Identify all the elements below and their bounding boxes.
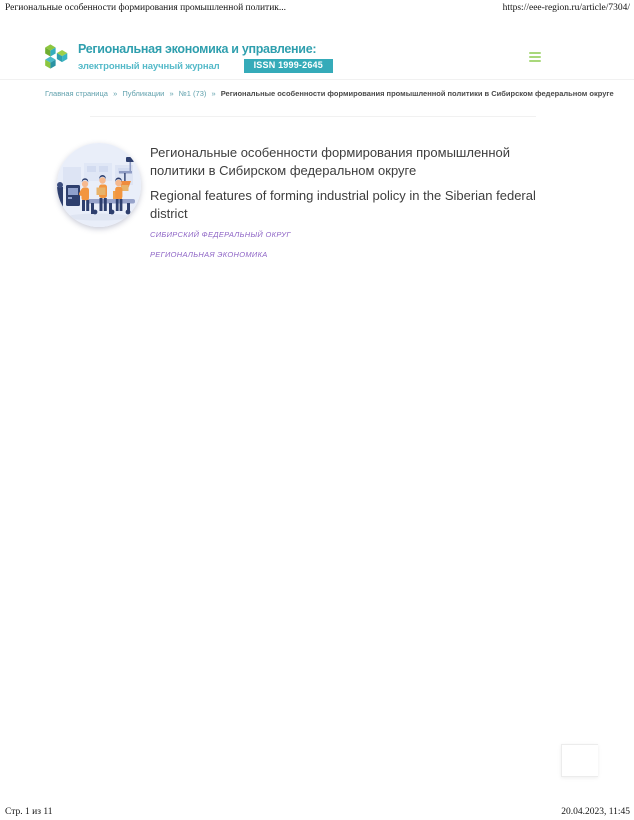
article-title-en: Regional features of forming industrial policy in the Siberian federal district <box>150 188 536 221</box>
article-tags <box>150 231 562 259</box>
content-divider <box>90 116 536 117</box>
breadcrumb-current: Региональные особенности формирования промышленной политики в Сибирском федеральном округе <box>220 89 614 98</box>
site-logo[interactable] <box>42 42 594 73</box>
article-titles <box>150 143 562 271</box>
logo-cubes-icon <box>42 43 70 71</box>
breadcrumb-link-issue[interactable]: №1 (73) <box>178 89 207 98</box>
site-header <box>42 42 594 76</box>
print-header <box>5 3 630 13</box>
breadcrumb-link-publications[interactable]: Публикации <box>122 89 165 98</box>
breadcrumb-separator: » <box>113 89 118 98</box>
issn-badge: ISSN 1999-2645 <box>244 59 333 73</box>
breadcrumb-separator: » <box>169 89 174 98</box>
print-footer <box>5 807 630 817</box>
page-number: Стр. 1 из 11 <box>5 807 53 817</box>
logo-text-block <box>78 42 333 73</box>
journal-title: Региональная экономика и управление: <box>78 42 317 56</box>
hamburger-menu-icon[interactable] <box>529 52 541 62</box>
floating-widget-box <box>561 744 598 777</box>
tag-link-siberian-federal-district[interactable]: СИБИРСКИЙ ФЕДЕРАЛЬНЫЙ ОКРУГ <box>150 230 291 239</box>
print-url: https://eee-region.ru/article/7304/ <box>502 3 630 13</box>
print-doc-title: Региональные особенности формирования промышленной политик... <box>5 3 287 13</box>
header-divider <box>0 79 634 80</box>
factory-conveyor-illustration <box>57 143 141 227</box>
breadcrumb-separator: » <box>211 89 216 98</box>
article-thumbnail <box>57 143 141 227</box>
tag-link-regional-economy[interactable]: РЕГИОНАЛЬНАЯ ЭКОНОМИКА <box>150 250 268 259</box>
article-header <box>57 143 562 271</box>
article-title-ru: Региональные особенности формирования промышленной политики в Сибирском федеральном округе <box>150 145 511 178</box>
breadcrumb <box>45 89 614 98</box>
journal-subtitle: электронный научный журнал <box>78 60 220 72</box>
breadcrumb-link-home[interactable]: Главная страница <box>45 89 108 98</box>
print-datetime: 20.04.2023, 11:45 <box>561 807 630 817</box>
